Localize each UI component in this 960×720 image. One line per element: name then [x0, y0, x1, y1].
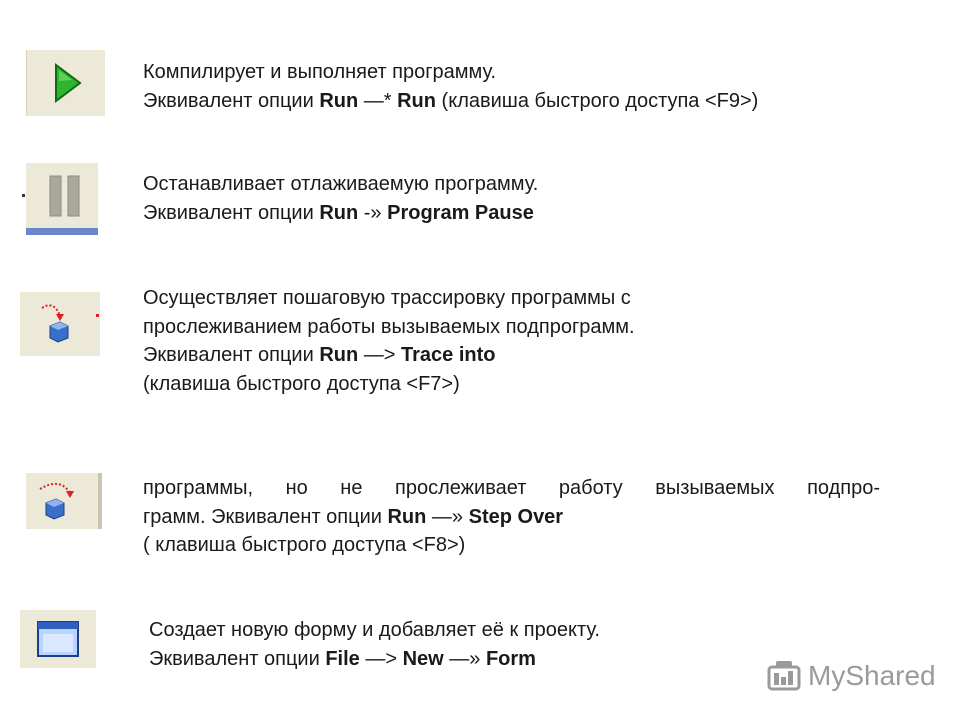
new-form-icon[interactable] — [20, 610, 96, 668]
step-over-icon[interactable] — [26, 473, 102, 529]
run-icon[interactable] — [26, 50, 105, 116]
pause-description — [143, 170, 538, 227]
watermark — [766, 656, 936, 696]
stray-dot — [22, 194, 25, 197]
step-description — [143, 474, 880, 560]
form-line2: Эквивалент опции File —> New —» Form — [149, 647, 536, 670]
trace-line1: Осуществляет пошаговую трассировку программы с — [143, 287, 631, 309]
trace-line4: (клавиша быстрого доступа <F7>) — [143, 372, 460, 395]
form-description — [149, 616, 600, 673]
step-line2: грамм. Эквивалент опции Run —» Step Over — [143, 505, 564, 528]
selection-bar — [26, 228, 98, 235]
run-line1: Компилирует и выполняет программу. — [143, 61, 497, 83]
run-line2: Эквивалент опции Run —* Run (клавиша быстрого доступа <F9>) — [143, 89, 759, 112]
trace-line3: Эквивалент опции Run —> Trace into — [143, 344, 496, 366]
trace-description — [143, 284, 635, 398]
trace-line2: прослеживанием работы вызываемых подпрограмм. — [143, 315, 635, 338]
pause-line2: Эквивалент опции Run -» Program Pause — [143, 201, 534, 224]
pause-icon[interactable] — [26, 163, 98, 235]
toolbar-edge — [98, 473, 102, 529]
run-description — [143, 58, 758, 115]
watermark-logo-icon — [766, 659, 802, 693]
form-line1: Создает новую форму и добавляет её к проекту. — [149, 619, 600, 641]
trace-into-icon[interactable] — [20, 292, 100, 356]
pause-line1: Останавливает отлаживаемую программу. — [143, 173, 539, 195]
step-line1: программы, но не прослеживает работу вызываемых подпро- — [143, 477, 880, 499]
watermark-text: MyShared — [808, 660, 936, 691]
step-line3: ( клавиша быстрого доступа <F8>) — [143, 534, 466, 556]
